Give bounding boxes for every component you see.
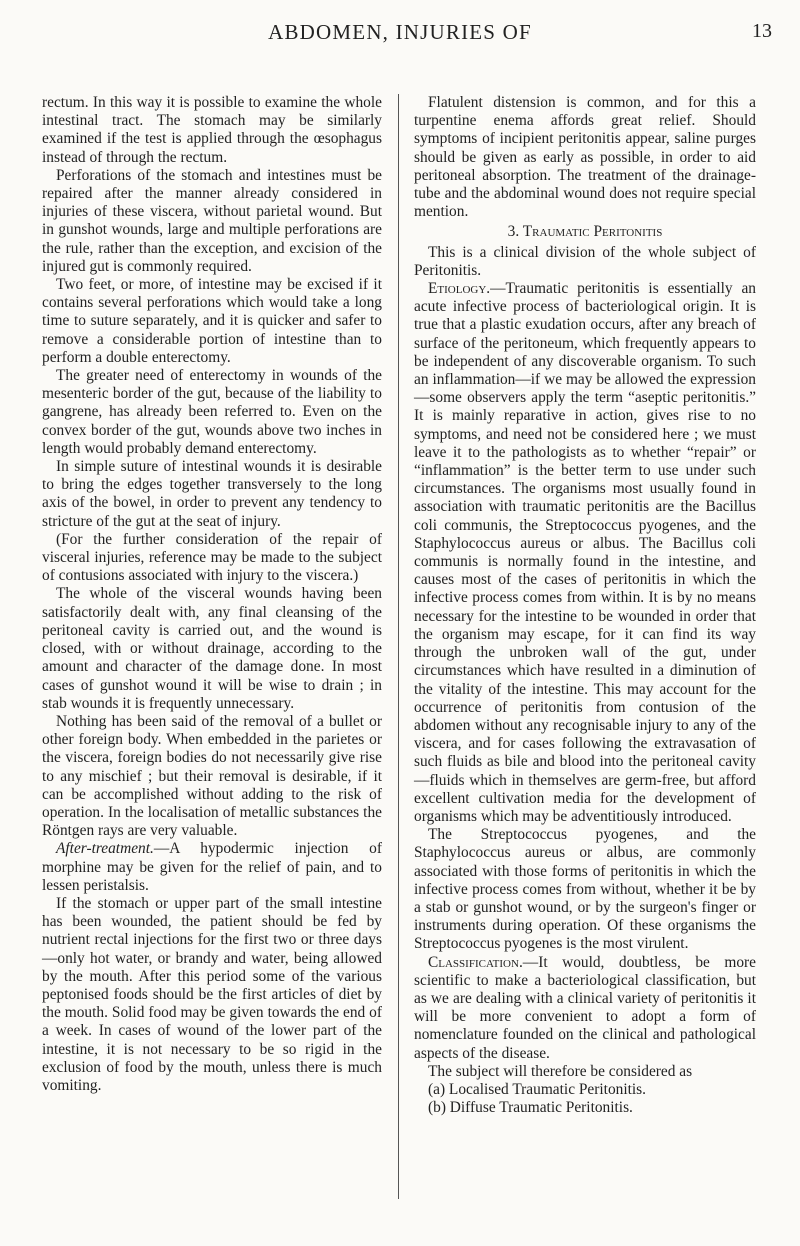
etiology-text: —Traumatic peritonitis is essentially an acute infective process of bacteriological origin. It is true that a plastic exudation occurs, after any breach of surface of the peritoneum, which frequently appears to be independent of any discoverable organism. To such an inflammation—if we may be allowed the expression—some observers apply the term “aseptic peritonitis.” It is mainly reparative in action, gives rise to no symptoms, and need not be considered here ; we must leave it to the pathologists as to whether “repair” or “inflammation” is the better term to use under such circumstances. The organisms most usually found in association with traumatic peritonitis are the Bacillus coli communis, the Streptococcus pyogenes, and the Staphylococcus aureus or albus. The Bacillus coli communis is normally found in the intestine, and causes most of the cases of peritonitis in which the infective process comes from within. It is by no means necessary for the intestine to be wounded in order that the organism may escape, for it can find its way through the unbroken wall of the gut, under circumstances which have resulted in a diminution of the vitality of the intestine. This may account for the occurrence of peritonitis from contusion of the abdomen without any recognisable injury to any of the viscera, and for cases following the extravasation of such fluids as bile and blood into the peritoneal cavity—fluids which in themselves are germ-free, but afford excellent cultivation media for the development of organisms which may be adventitiously introduced. (414, 280, 756, 825)
after-treatment-text: —A hypodermic injection of morphine may be given for the relief of pain, and to lessen peristalsis. (42, 840, 382, 894)
list-item: (b) Diffuse Traumatic Peritonitis. (428, 1099, 633, 1117)
paragraph: Nothing has been said of the removal of a bullet or other foreign body. When embedded in the parietes or the viscera, foreign bodies do not necessarily give rise to any mischief ; but their removal is desirable, if it can be accomplished without adding to the risk of operation. In the localisation of metallic substances the Röntgen rays are very valuable. (42, 712, 382, 840)
paragraph: rectum. In this way it is possible to examine the whole intestinal tract. The stomach may be similarly examined if the test is applied through the œsophagus instead of through the rectum. (42, 94, 382, 166)
paragraph: Flatulent distension is common, and for this a turpentine enema affords great relief. Should symptoms of incipient peritonitis appear, saline purges should be given as early as possible, in order to aid peritoneal absorption. The treatment of the drainage-tube and the abdominal wound does not require special mention. (414, 94, 756, 221)
paragraph: The whole of the visceral wounds having been satisfactorily dealt with, any final cleansing of the peritoneal cavity is carried out, and the wound is closed, with or without drainage, according to the amount and character of the damage done. In most cases of gunshot wound it will be wise to drain ; in stab wounds it is frequently unnecessary. (42, 585, 382, 712)
running-head: ABDOMEN, INJURIES OF (268, 20, 532, 44)
etiology-paragraph (414, 280, 756, 826)
section-heading: 3. Traumatic Peritonitis (507, 223, 663, 241)
left-column (42, 94, 382, 1095)
paragraph: In simple suture of intestinal wounds it is desirable to bring the edges together transversely to the long axis of the bowel, in order to prevent any tendency to stricture of the gut at the seat of injury. (42, 458, 382, 530)
classification-paragraph (414, 954, 756, 1063)
page-number: 13 (752, 20, 772, 42)
paragraph: The greater need of enterectomy in wounds of the mesenteric border of the gut, because of the liability to gangrene, has already been referred to. Even on the convex border of the gut, wounds above two inches in length would probably demand enterectomy. (42, 367, 382, 457)
paragraph: The Streptococcus pyogenes, and the Staphylococcus aureus or albus, are commonly associated with those forms of peritonitis in which the infective process comes from without, whether it be by a stab or gunshot wound, or by the surgeon's finger or instruments during operation. Of these organisms the Streptococcus pyogenes is the most virulent. (414, 826, 756, 953)
etiology-label: Etiology. (428, 280, 491, 298)
classification-text: —It would, doubtless, be more scientific to make a bacteriological classification, but as we are dealing with a clinical variety of peritonitis it will be more convenient to adopt a form of nomenclature founded on the clinical and pathological aspects of the disease. (414, 953, 756, 1062)
list-item: (a) Localised Traumatic Peritonitis. (428, 1080, 646, 1098)
paragraph: Perforations of the stomach and intestines must be repaired after the manner already considered in injuries of these viscera, without parietal wound. But in gunshot wounds, large and multiple perforations are the rule, rather than the exception, and excision of the injured gut is commonly required. (42, 166, 382, 275)
paragraph: (For the further consideration of the repair of visceral injuries, reference may be made to the subject of contusions associated with injury to the viscera.) (42, 530, 382, 585)
after-treatment-label: After-treatment. (56, 840, 154, 858)
column-divider (398, 94, 399, 1199)
classification-label: Classification. (428, 953, 523, 971)
paragraph: Two feet, or more, of intestine may be excised if it contains several perforations which would take a long time to suture separately, and it is quicker and safer to remove a considerable portion of intestine than to perform a double enterectomy. (42, 276, 382, 366)
paragraph: The subject will therefore be considered as (428, 1062, 693, 1080)
paragraph: This is a clinical division of the whole subject of Peritonitis. (414, 243, 756, 279)
right-column (414, 94, 756, 1117)
paragraph: If the stomach or upper part of the small intestine has been wounded, the patient should be fed by nutrient rectal injections for the first two or three days—only hot water, or brandy and water, being allowed by the mouth. After this period some of the various peptonised foods should be the first articles of diet by the mouth. Solid food may be given towards the end of a week. In cases of wound of the lower part of the intestine, it is not necessary to be so rigid in the exclusion of food by the mouth, unless there is much vomiting. (42, 894, 382, 1094)
after-treatment-paragraph (42, 840, 382, 895)
